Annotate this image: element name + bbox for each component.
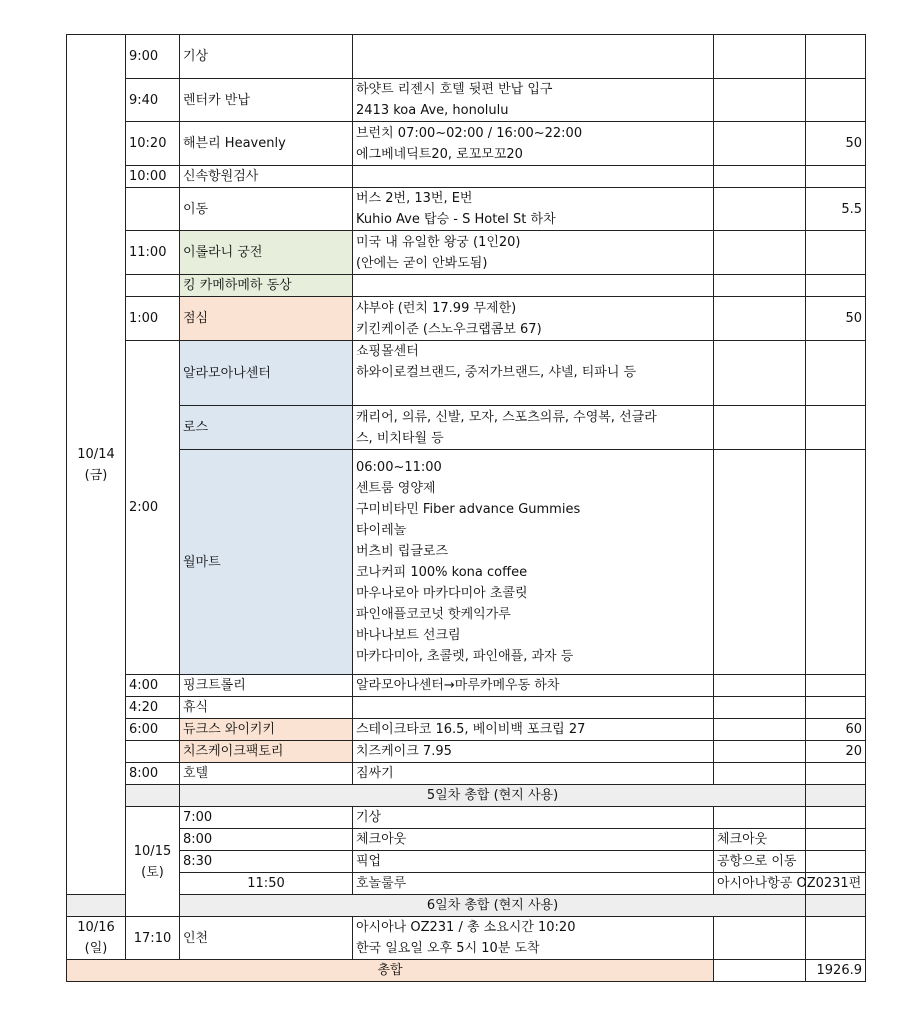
table-row xyxy=(67,675,866,697)
blank-cell xyxy=(714,341,806,406)
cost-cell: 20 xyxy=(806,741,866,763)
blank-cell xyxy=(714,763,806,785)
grand-total-row xyxy=(67,960,866,982)
blank-cell xyxy=(714,166,806,188)
cost-cell: 50 xyxy=(806,297,866,341)
blank-cell xyxy=(714,960,806,982)
time-cell: 4:20 xyxy=(126,697,180,719)
time-cell: 9:40 xyxy=(126,79,180,122)
time-cell xyxy=(126,275,180,297)
cost-cell xyxy=(806,697,866,719)
cost-cell xyxy=(806,35,866,79)
detail-line: 06:00~11:00 xyxy=(356,460,442,475)
details-cell xyxy=(353,697,714,719)
table-row xyxy=(67,35,866,79)
cost-cell: 50 xyxy=(806,122,866,166)
detail-line: 캐리어, 의류, 신발, 모자, 스포츠의류, 수영복, 선글라 xyxy=(356,409,657,425)
time-cell: 10:20 xyxy=(126,122,180,166)
details-cell xyxy=(353,231,714,275)
detail-line: Kuhio Ave 탑승 - S Hotel St 하차 xyxy=(356,212,556,227)
detail-line: 스테이크타코 16.5, 베이비백 포크립 27 xyxy=(356,722,586,737)
blank-cell xyxy=(714,719,806,741)
place-cell: 호텔 xyxy=(180,763,353,785)
day-cell-1014: 10/14 (금) xyxy=(67,35,126,895)
place-cell: 해븐리 Heavenly xyxy=(180,122,353,166)
place-cell: 인천 xyxy=(180,917,353,960)
place-cell: 호놀룰루 xyxy=(353,873,714,895)
detail-line: 구미비타민 Fiber advance Gummies xyxy=(356,502,581,517)
time-cell: 1:00 xyxy=(126,297,180,341)
detail-line: 한국 일요일 오후 5시 10분 도착 xyxy=(356,941,540,956)
day-cell-1015: 10/15 (토) xyxy=(126,807,180,917)
table-row xyxy=(67,719,866,741)
table-row xyxy=(67,122,866,166)
table-row xyxy=(67,851,866,873)
cost-cell xyxy=(806,917,866,960)
details-cell xyxy=(353,719,714,741)
detail-line: 타이레놀 xyxy=(356,523,407,538)
place-cell: 킹 카메하메하 동상 xyxy=(180,275,353,297)
detail-line: 짐싸기 xyxy=(356,766,394,781)
detail-line: 공항으로 이동 xyxy=(717,854,797,869)
place-cell: 렌터카 반납 xyxy=(180,79,353,122)
cost-cell xyxy=(806,341,866,406)
grand-total-label: 총합 xyxy=(67,960,714,982)
detail-line: 키킨케이준 (스노우크랩콤보 67) xyxy=(356,321,542,337)
detail-line: 아시아나항공 OZ0231편 xyxy=(717,876,862,891)
cost-cell xyxy=(806,406,866,450)
blank-cell xyxy=(126,785,180,807)
place-cell: 치즈케이크팩토리 xyxy=(180,741,353,763)
blank-cell xyxy=(714,675,806,697)
table-row xyxy=(67,341,866,406)
day-cell-1016: 10/16 (일) xyxy=(67,917,126,960)
time-cell: 10:00 xyxy=(126,166,180,188)
cost-cell xyxy=(806,450,866,675)
details-cell xyxy=(714,807,806,829)
detail-line: 코나커피 100% kona coffee xyxy=(356,565,528,580)
blank-cell xyxy=(806,785,866,807)
details-cell xyxy=(353,79,714,122)
table-row xyxy=(67,297,866,341)
detail-line: 체크아웃 xyxy=(717,832,768,847)
detail-line: 알라모아나센터→마루카메우동 하차 xyxy=(356,678,560,693)
details-cell xyxy=(353,675,714,697)
detail-line: 아시아나 OZ231 / 총 소요시간 10:20 xyxy=(356,920,576,935)
blank-cell xyxy=(714,406,806,450)
blank-cell xyxy=(67,895,126,917)
blank-cell xyxy=(714,122,806,166)
detail-line: 쇼핑몰센터 xyxy=(356,344,419,359)
details-cell xyxy=(353,450,714,675)
place-cell: 체크아웃 xyxy=(353,829,714,851)
subtotal-row xyxy=(67,895,866,917)
details-cell xyxy=(353,166,714,188)
itinerary-table xyxy=(66,34,866,982)
blank-cell xyxy=(714,741,806,763)
blank-cell xyxy=(714,697,806,719)
cost-cell xyxy=(806,275,866,297)
table-row xyxy=(67,231,866,275)
blank-cell xyxy=(714,450,806,675)
details-cell xyxy=(353,122,714,166)
details-cell xyxy=(353,741,714,763)
details-cell xyxy=(353,763,714,785)
details-cell xyxy=(353,297,714,341)
table-row xyxy=(67,741,866,763)
time-cell: 9:00 xyxy=(126,35,180,79)
place-cell: 기상 xyxy=(180,35,353,79)
place-cell: 로스 xyxy=(180,406,353,450)
table-row xyxy=(67,697,866,719)
table-row xyxy=(67,829,866,851)
details-cell xyxy=(353,188,714,231)
place-cell: 이롤라니 궁전 xyxy=(180,231,353,275)
details-cell xyxy=(353,917,714,960)
details-cell xyxy=(714,851,806,873)
place-cell: 듀크스 와이키키 xyxy=(180,719,353,741)
cost-cell xyxy=(806,675,866,697)
blank-cell xyxy=(714,275,806,297)
table-row xyxy=(67,79,866,122)
place-cell: 알라모아나센터 xyxy=(180,341,353,406)
blank-cell xyxy=(714,917,806,960)
detail-line: 마우나로아 마카다미아 초콜릿 xyxy=(356,586,528,601)
time-cell: 8:00 xyxy=(126,763,180,785)
cost-cell xyxy=(806,166,866,188)
detail-line: 에그베네딕트20, 로꼬모꼬20 xyxy=(356,146,523,162)
detail-line: 센트룸 영양제 xyxy=(356,481,436,496)
blank-cell xyxy=(806,807,866,829)
time-cell: 6:00 xyxy=(126,719,180,741)
table-row xyxy=(67,406,866,450)
detail-line: 치즈케이크 7.95 xyxy=(356,744,452,759)
table-row xyxy=(67,450,866,675)
place-cell: 픽업 xyxy=(353,851,714,873)
detail-line: 버스 2번, 13번, E번 xyxy=(356,191,473,206)
time-cell xyxy=(126,741,180,763)
blank-cell xyxy=(714,188,806,231)
details-cell xyxy=(714,873,862,895)
blank-cell xyxy=(714,35,806,79)
blank-cell xyxy=(806,829,866,851)
time-cell: 8:00 xyxy=(180,829,353,851)
detail-line: 마카다미아, 초콜렛, 파인애플, 과자 등 xyxy=(356,649,574,664)
cost-cell: 5.5 xyxy=(806,188,866,231)
detail-line: 하와이로컬브랜드, 중저가브랜드, 샤넬, 티파니 등 xyxy=(356,365,637,380)
table-row xyxy=(67,807,866,829)
subtotal-label: 5일차 총합 (현지 사용) xyxy=(180,785,806,807)
table-row xyxy=(67,166,866,188)
time-cell: 17:10 xyxy=(126,917,180,960)
details-cell xyxy=(353,341,714,406)
detail-line: 샤부야 (런치 17.99 무제한) xyxy=(356,300,517,316)
place-cell: 핑크트롤리 xyxy=(180,675,353,697)
subtotal-row xyxy=(67,785,866,807)
detail-line: 미국 내 유일한 왕궁 (1인20) xyxy=(356,234,521,250)
details-cell xyxy=(714,829,806,851)
place-cell: 월마트 xyxy=(180,450,353,675)
detail-line: 버츠비 립글로즈 xyxy=(356,544,449,559)
place-cell: 신속항원검사 xyxy=(180,166,353,188)
detail-line: (안에는 굳이 안봐도됨) xyxy=(356,255,488,271)
blank-cell xyxy=(714,297,806,341)
cost-cell: 60 xyxy=(806,719,866,741)
blank-cell xyxy=(714,231,806,275)
table-row xyxy=(67,763,866,785)
cost-cell xyxy=(806,79,866,122)
grand-total-value: 1926.9 xyxy=(806,960,866,982)
blank-cell xyxy=(806,851,866,873)
details-cell xyxy=(353,275,714,297)
details-cell xyxy=(353,35,714,79)
subtotal-label: 6일차 총합 (현지 사용) xyxy=(180,895,806,917)
blank-cell xyxy=(806,895,866,917)
time-cell: 4:00 xyxy=(126,675,180,697)
cost-cell xyxy=(806,231,866,275)
details-cell xyxy=(353,406,714,450)
place-cell: 휴식 xyxy=(180,697,353,719)
place-cell: 이동 xyxy=(180,188,353,231)
place-cell: 기상 xyxy=(353,807,714,829)
table-row xyxy=(67,917,866,960)
table-row xyxy=(67,188,866,231)
detail-line: 2413 koa Ave, honolulu xyxy=(356,103,509,118)
time-cell: 7:00 xyxy=(180,807,353,829)
blank-cell xyxy=(714,79,806,122)
detail-line: 하얏트 리젠시 호텔 뒷편 반납 입구 xyxy=(356,82,553,97)
detail-line: 브런치 07:00~02:00 / 16:00~22:00 xyxy=(356,125,583,141)
detail-line: 파인애플코코넛 핫케익가루 xyxy=(356,607,511,622)
detail-line: 바나나보트 선크림 xyxy=(356,628,461,643)
time-cell: 11:00 xyxy=(126,231,180,275)
table-row xyxy=(67,275,866,297)
detail-line: 스, 비치타월 등 xyxy=(356,430,444,446)
cost-cell xyxy=(806,763,866,785)
place-cell: 점심 xyxy=(180,297,353,341)
time-cell: 8:30 xyxy=(180,851,353,873)
time-cell: 11:50 xyxy=(180,873,353,895)
time-cell xyxy=(126,188,180,231)
time-cell: 2:00 xyxy=(126,341,180,675)
table-row xyxy=(67,873,866,895)
